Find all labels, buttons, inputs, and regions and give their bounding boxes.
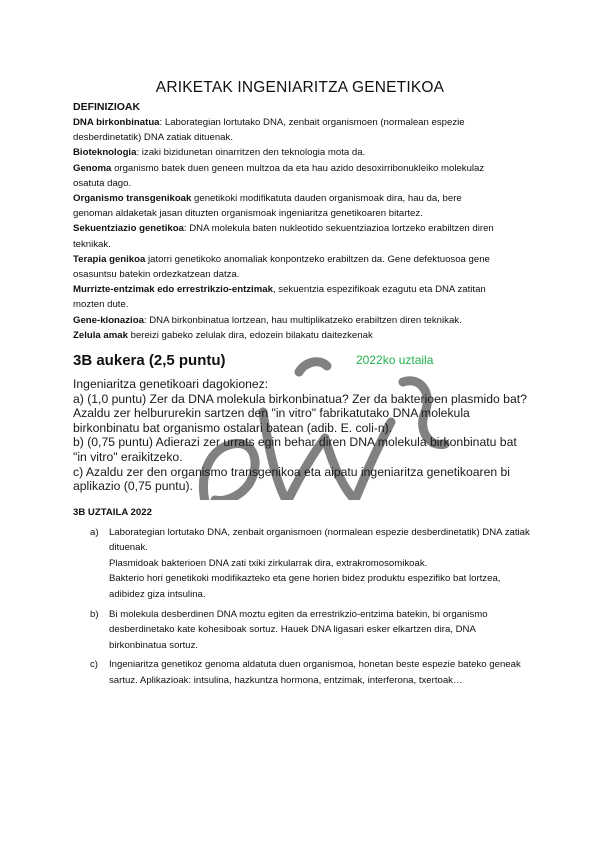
definition-text: izaki bizidunetan oinarritzen den teknologia mota da. xyxy=(141,147,366,159)
exam-heading: 3B aukera (2,5 puntu) xyxy=(73,352,226,369)
definitions-heading: DEFINIZIOAK xyxy=(73,101,141,113)
definition-item xyxy=(73,161,503,191)
answer-label: c) xyxy=(90,659,98,671)
definition-item xyxy=(73,221,503,251)
definition-text: DNA molekula baten nukleotido sekuentziazioa lortzeko erabiltzen diren teknikak. xyxy=(73,223,494,250)
definition-item xyxy=(73,313,503,328)
answer-item xyxy=(73,657,533,688)
definition-term: Terapia genikoa xyxy=(73,253,146,265)
definition-term: Organismo transgenikoak xyxy=(73,193,192,205)
definition-text: jatorri genetikoko anomaliak konpontzeko erabiltzen da. Gene defektuosoa gene osasuntsu batekin ordezkatzean datza. xyxy=(73,253,490,281)
definition-term: Gene-klonazioa xyxy=(73,314,144,326)
definition-separator: : xyxy=(159,117,165,128)
exam-date-label: 2022ko uztaila xyxy=(356,353,434,367)
definition-term: Murrizte-entzimak edo errestrikzio-entzimak xyxy=(73,284,273,296)
answer-label: a) xyxy=(90,526,99,538)
definition-separator: : xyxy=(183,223,190,235)
answer-paragraph: Laborategian lortutako DNA, zenbait organismoen (normalean espezie desberdinetatik) DNA zatiak dituenak. xyxy=(109,526,530,554)
answer-paragraph: Plasmidoak bakterioen DNA zati txiki zirkularrak dira, extrakromosomikoak. xyxy=(109,557,428,569)
answer-label: b) xyxy=(90,608,99,620)
exam-question-text xyxy=(73,377,533,494)
definition-term: Bioteknologia xyxy=(73,147,137,159)
exam-line: c) Azaldu zer den organismo transgenikoa eta aipatu ingeniaritza genetikoaren bi aplikazio (0,75 puntu). xyxy=(73,464,510,494)
exam-line: a) (1,0 puntu) Zer da DNA molekula birkonbinatua? Zer da bakterioen plasmido bat? Azaldu zer helbururekin sartzen den "in vitro" fabrikatutako DNA molekula birkonbinatu bat organismo ostalari batean (adib. E. coli-n). xyxy=(73,391,527,435)
definition-term: DNA birkonbinatua xyxy=(73,117,160,128)
answer-paragraph: Ingeniaritza genetikoz genoma aldatuta duen organismoa, honetan beste espezie bateko geneak sartuz. Aplikazioak: intsulina, hazkuntza hormona, entzimak, interferona, txertoak… xyxy=(109,659,521,686)
answer-paragraph: Bi molekula desberdinen DNA moztu egiten da errestrikzio-entzima batekin, bi organismo desberdinetako kate kohesiboak sortuz. Hauek DNA ligasari esker elkartzen dira, DNA birkonbinatua sortuz. xyxy=(109,608,488,651)
exam-line: b) (0,75 puntu) Adierazi zer urrats egin behar diren DNA molekula birkonbinatu bat "in vitro" eraikitzeko. xyxy=(73,435,517,464)
definition-term: Zelula amak xyxy=(73,329,128,341)
definition-text: bereizi gabeko zelulak dira, edozein bilakatu daitezkenak xyxy=(130,329,373,341)
answers-heading: 3B UZTAILA 2022 xyxy=(73,507,152,518)
answer-paragraph: Bakterio hori genetikoki modifikazteko eta gene horien bidez produktu espezifiko bat lortzea, adibidez giza intsulina. xyxy=(109,573,501,600)
definition-text: Laborategian lortutako DNA, zenbait organismoen (normalean espezie desberdinetatik) DNA zatiak dituenak. xyxy=(73,117,465,144)
definition-text: sekuentzia espezifikoak ezagutu eta DNA zatitan mozten dute. xyxy=(73,284,486,311)
definition-term: Sekuentziazio genetikoa xyxy=(73,223,184,235)
definition-item xyxy=(73,115,503,145)
definition-item xyxy=(73,328,503,343)
definition-text: DNA birkonbinatua lortzean, hau multiplikatzeko erabiltzen diren teknikak. xyxy=(149,314,462,326)
definition-item xyxy=(73,282,503,312)
definition-separator: : xyxy=(136,147,142,159)
answers-section xyxy=(73,505,533,693)
definition-separator: : xyxy=(143,314,150,326)
definition-item xyxy=(73,145,503,160)
answer-item xyxy=(73,525,533,603)
page-title: ARIKETAK INGENIARITZA GENETIKOA xyxy=(155,79,445,96)
definition-item xyxy=(73,191,503,221)
exam-line: Ingeniaritza genetikoari dagokionez: xyxy=(73,377,269,391)
answer-item xyxy=(73,607,533,654)
definition-item xyxy=(73,252,503,282)
definition-term: Genoma xyxy=(73,162,112,174)
definition-text: organismo batek duen geneen multzoa da eta hau azido desoxirribonukleiko molekulaz osatuta dago. xyxy=(73,162,485,189)
definition-text: genetikoki modifikatuta dauden organismoak dira, hau da, bere genoman aldaketak jasan dituzten organismoak ingeniaritza genetikoaren bitartez. xyxy=(73,193,462,220)
definitions-section xyxy=(73,99,503,343)
definition-separator: , xyxy=(272,284,279,296)
exam-question-image xyxy=(73,352,533,500)
